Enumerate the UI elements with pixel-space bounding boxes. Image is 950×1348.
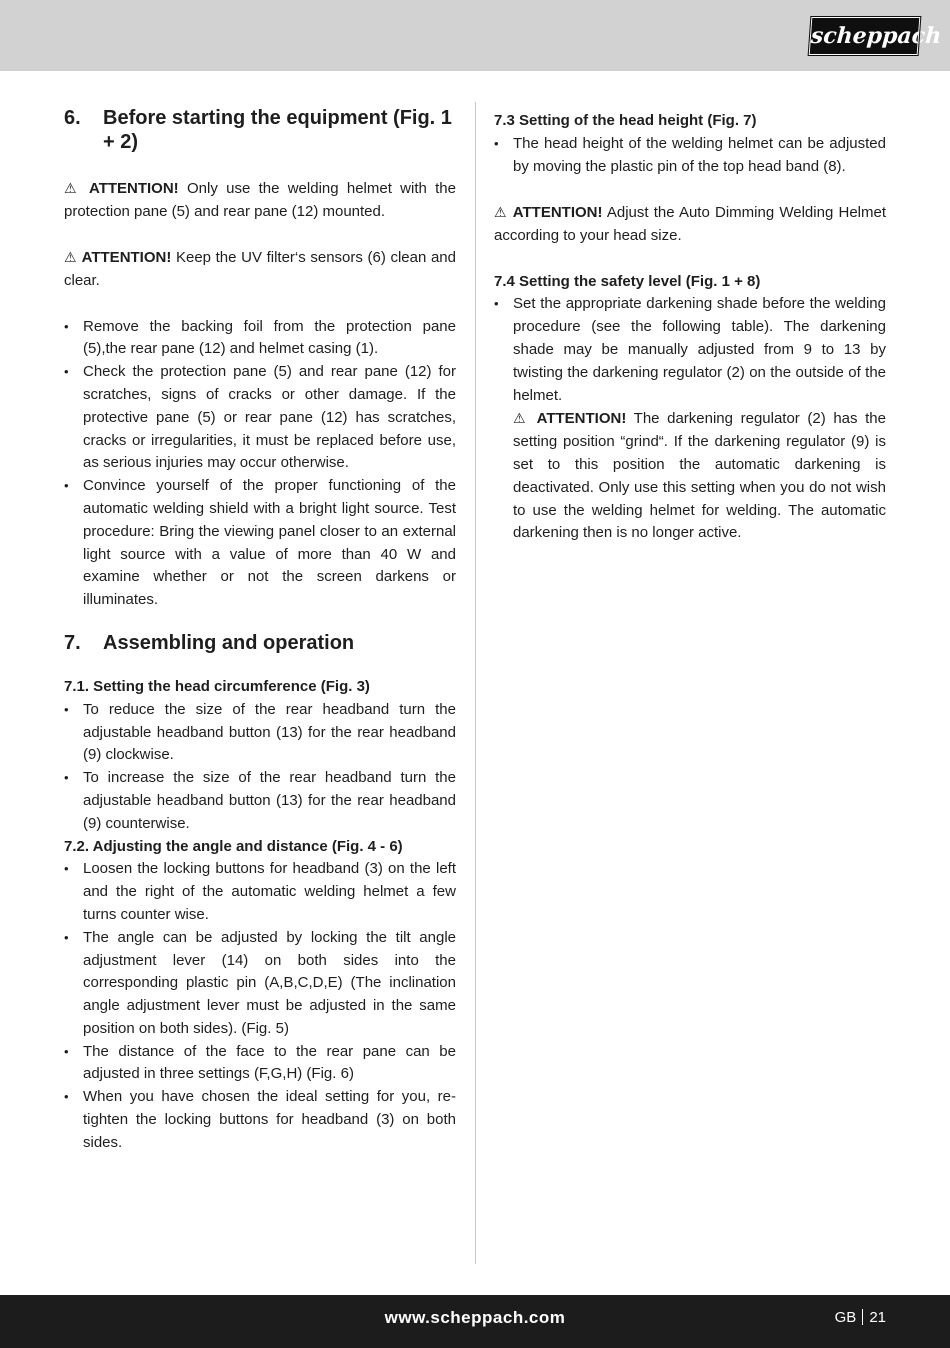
warning-triangle-icon: ⚠ — [64, 179, 81, 196]
section-6-list — [64, 316, 456, 612]
footer-bar — [0, 1295, 950, 1348]
bullet-icon: • — [64, 1043, 69, 1059]
list-item: • To reduce the size of the rear headband turn the adjustable headband button (13) for the rear headband (9) clockwise. — [64, 700, 456, 764]
list-item: • To increase the size of the rear headband turn the adjustable headband button (13) for the rear headband (9) counterwise. — [64, 769, 456, 832]
warning-triangle-icon: ⚠ — [513, 410, 529, 427]
subsection-7-4-list — [494, 293, 886, 545]
warning-triangle-icon: ⚠ — [64, 249, 78, 266]
page-number: 21 — [869, 1309, 886, 1326]
website-link[interactable]: www.scheppach.com — [384, 1308, 566, 1327]
section-6-heading — [64, 106, 456, 154]
subsection-7-1-title: 7.1. Setting the head circumference (Fig. 3) — [64, 677, 370, 695]
section-7-heading — [64, 631, 456, 655]
attention-note-1: ⚠ ATTENTION! Only use the welding helmet with the protection pane (5) and rear pane (12) mounted. — [64, 179, 456, 220]
page-separator — [862, 1309, 863, 1325]
subsection-7-2-list — [64, 858, 456, 1154]
list-item: • The head height of the welding helmet can be adjusted by moving the plastic pin of the top head band (8). — [494, 134, 886, 175]
list-item: • The angle can be adjusted by locking the tilt angle adjustment lever (14) on both sides into the corresponding plastic pin (A,B,C,D,E) (The inclination angle adjustment lever must be adjusted in the same position on both sides). (Fig. 5) — [64, 928, 456, 1037]
bullet-icon: • — [64, 701, 69, 717]
subsection-7-1-list — [64, 699, 456, 836]
right-column — [494, 110, 886, 545]
list-item: • Set the appropriate darkening shade before the welding procedure (see the following table). The darkening shade may be manually adjusted from 9 to 13 by twisting the darkening regulator (2) on the outside of the helmet. — [494, 295, 886, 404]
language-code: GB — [834, 1309, 857, 1326]
list-item: • Remove the backing foil from the protection pane (5),the rear pane (12) and helmet casing (1). — [64, 317, 456, 358]
bullet-icon: • — [64, 861, 69, 877]
header-bar — [0, 0, 950, 71]
bullet-icon: • — [64, 318, 69, 334]
list-item: • Convince yourself of the proper functioning of the automatic welding shield with a bright light source. Test procedure: Bring the viewing panel closer to an external light source with a value of more than 40 W and examine whether or not the screen darkens or illuminates. — [64, 477, 456, 609]
list-item: • When you have chosen the ideal setting for you, re-tighten the locking buttons for headband (3) on both sides. — [64, 1088, 456, 1151]
subsection-7-2-title: 7.2. Adjusting the angle and distance (Fig. 4 - 6) — [64, 837, 403, 855]
section-title: Assembling and operation — [103, 631, 355, 654]
brand-logo: scheppach — [809, 17, 921, 55]
bullet-icon: • — [64, 1089, 69, 1105]
left-column — [64, 106, 456, 1155]
column-divider — [475, 102, 476, 1264]
page-indicator — [835, 1295, 886, 1341]
section-title: Before starting the equipment (Fig. 1 + 2) — [103, 107, 452, 153]
subsection-7-3-title: 7.3 Setting of the head height (Fig. 7) — [494, 112, 757, 129]
subsection-7-4-title: 7.4 Setting the safety level (Fig. 1 + 8) — [494, 272, 761, 290]
list-item: • Loosen the locking buttons for headband (3) on the left and the right of the automatic welding helmet a few turns counter wise. — [64, 860, 456, 923]
bullet-icon: • — [64, 929, 69, 945]
section-number: 7. — [64, 631, 81, 654]
list-item: • Check the protection pane (5) and rear pane (12) for scratches, signs of cracks or other damage. If the protective pane (5) or rear pane (12) has scratches, cracks or irregularities, it must be replaced before use, as serious injuries may occur otherwise. — [64, 363, 456, 472]
subsection-7-3-list — [494, 133, 886, 179]
bullet-icon: • — [64, 770, 69, 786]
attention-note-2: ⚠ ATTENTION! Keep the UV filter‘s sensors (6) clean and clear. — [64, 249, 456, 289]
section-number: 6. — [64, 107, 81, 129]
attention-note-4: ⚠ ATTENTION! The darkening regulator (2) has the setting position “grind“. If the darkening regulator (9) is set to this position the automatic darkening is deactivated. Only use this setting when you do not wish to use the welding helmet for welding. The automatic darkening then is no longer active. — [513, 410, 886, 542]
bullet-icon: • — [64, 478, 69, 494]
attention-note-3: ⚠ ATTENTION! Adjust the Auto Dimming Welding Helmet according to your head size. — [494, 204, 886, 244]
bullet-icon: • — [494, 135, 499, 151]
bullet-icon: • — [64, 364, 69, 380]
warning-triangle-icon: ⚠ — [494, 204, 508, 221]
list-item: • The distance of the face to the rear pane can be adjusted in three settings (F,G,H) (Fig. 6) — [64, 1042, 456, 1083]
bullet-icon: • — [494, 296, 499, 312]
